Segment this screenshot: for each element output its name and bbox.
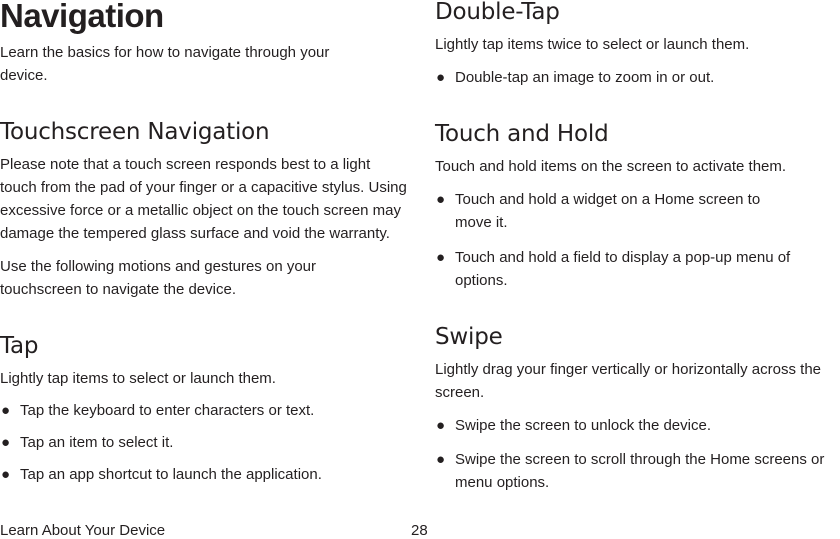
section-heading-touch-and-hold: Touch and Hold	[435, 121, 609, 147]
bullet-icon: ●	[436, 191, 446, 208]
page-title: Navigation	[0, 0, 164, 34]
touchscreen-paragraph-1: Please note that a touch screen responds best to a light touch from the pad of your finger or a capacitive stylus. Using excessive force or a metallic object on the touch screen may damage the tempered glass surface and void the warranty.	[0, 156, 407, 242]
intro-text: Learn the basics for how to navigate through your device.	[0, 44, 330, 84]
bullet-icon: ●	[1, 434, 11, 451]
section-heading-double-tap: Double-Tap	[435, 0, 560, 25]
tap-list	[0, 399, 410, 486]
section-heading-swipe: Swipe	[435, 324, 503, 350]
tap-intro: Lightly tap items to select or launch them.	[0, 370, 276, 387]
touch-and-hold-intro: Touch and hold items on the screen to activate them.	[435, 158, 787, 175]
section-heading-tap: Tap	[0, 333, 39, 359]
list-item: ● Tap an item to select it.	[0, 431, 410, 454]
bullet-icon: ●	[436, 69, 446, 86]
bullet-icon: ●	[436, 451, 446, 468]
list-item: ● Touch and hold a widget on a Home screen to move it.	[435, 188, 785, 234]
list-item: ● Touch and hold a field to display a pop-up menu of options.	[435, 246, 840, 292]
bullet-icon: ●	[1, 466, 11, 483]
left-column	[0, 0, 410, 486]
touchscreen-paragraph-2: Use the following motions and gestures on your touchscreen to navigate the device.	[0, 258, 317, 298]
bullet-icon: ●	[1, 402, 11, 419]
swipe-intro: Lightly drag your finger vertically or horizontally across the screen.	[435, 361, 822, 401]
footer-section-title: Learn About Your Device	[0, 522, 166, 539]
double-tap-list	[435, 66, 840, 89]
bullet-icon: ●	[436, 417, 446, 434]
touch-and-hold-list	[435, 188, 840, 292]
bullet-icon: ●	[436, 249, 446, 266]
page-footer	[0, 522, 840, 539]
list-item: ● Swipe the screen to unlock the device.	[435, 414, 840, 437]
list-item: ● Double-tap an image to zoom in or out.	[435, 66, 840, 89]
double-tap-intro: Lightly tap items twice to select or launch them.	[435, 36, 750, 53]
section-heading-touchscreen: Touchscreen Navigation	[0, 119, 270, 145]
list-item: ● Swipe the screen to scroll through the Home screens or menu options.	[435, 448, 840, 494]
list-item: ● Tap an app shortcut to launch the application.	[0, 463, 410, 486]
list-item: ● Tap the keyboard to enter characters or text.	[0, 399, 410, 422]
swipe-list	[435, 414, 840, 494]
right-column	[435, 0, 840, 494]
page-number: 28	[411, 522, 428, 539]
